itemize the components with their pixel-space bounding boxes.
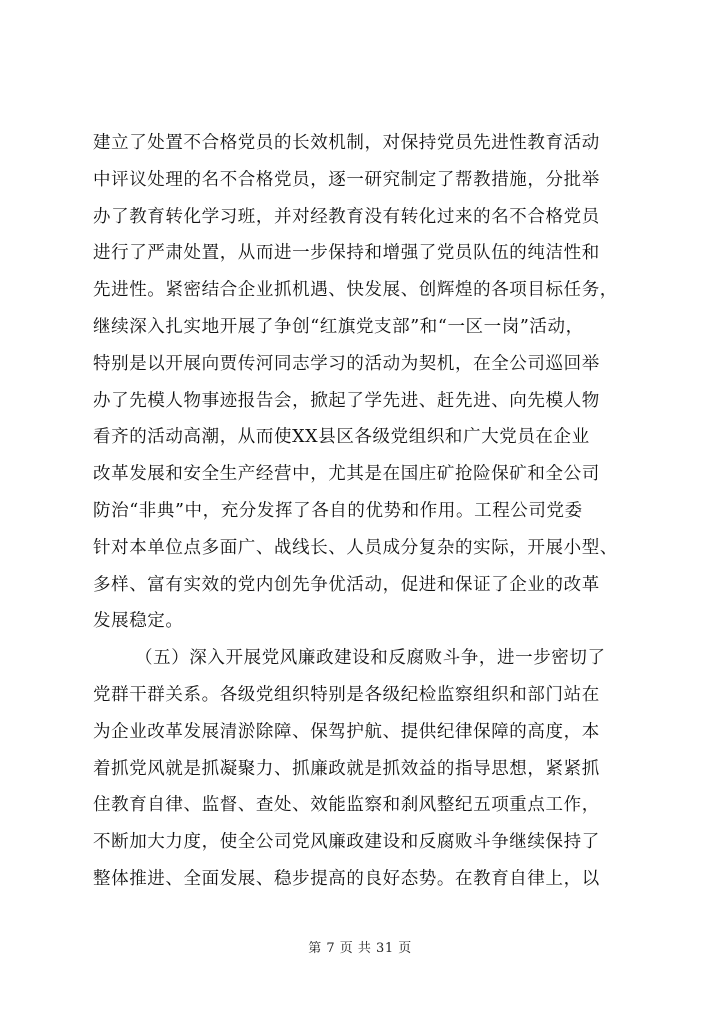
text-line: 建立了处置不合格党员的长效机制，对保持党员先进性教育活动 <box>93 133 600 153</box>
text-line: 先进性。紧密结合企业抓机遇、快发展、创辉煌的各项目标任务， <box>93 280 618 301</box>
text-line: 特别是以开展向贾传河同志学习的活动为契机，在全公司巡回举 <box>93 353 600 374</box>
text-line: 整体推进、全面发展、稳步提高的良好态势。在教育自律上，以 <box>93 868 600 889</box>
text-line: 多样、富有实效的党内创先争优活动，促进和保证了企业的改革 <box>93 574 600 595</box>
page-number-footer: 第 7 页 共 31 页 <box>308 941 412 956</box>
text-line: 看齐的活动高潮，从而使XX县区各级党组织和广大党员在企业 <box>93 427 590 448</box>
text-line: 进行了严肃处置，从而进一步保持和增强了党员队伍的纯洁性和 <box>93 243 600 264</box>
text-line: 为企业改革发展清淤除障、保驾护航、提供纪律保障的高度，本 <box>93 721 600 742</box>
text-line: 着抓党风就是抓凝聚力、抓廉政就是抓效益的指导思想，紧紧抓 <box>93 758 600 779</box>
text-line: 不断加大力度，使全公司党风廉政建设和反腐败斗争继续保持了 <box>93 832 600 853</box>
text-line: 发展稳定。 <box>93 611 184 632</box>
text-line: 办了教育转化学习班，并对经教育没有转化过来的名不合格党员 <box>93 206 600 227</box>
body-text <box>93 125 663 898</box>
text-line: 办了先模人物事迹报告会，掀起了学先进、赶先进、向先模人物 <box>93 390 600 411</box>
text-line: 中评议处理的名不合格党员，逐一研究制定了帮教措施，分批举 <box>93 169 600 190</box>
text-line: 防治“非典”中，充分发挥了各自的优势和作用。工程公司党委 <box>93 500 583 521</box>
text-line: 住教育自律、监督、查处、效能监察和刹风整纪五项重点工作， <box>93 795 600 816</box>
section-heading-line: （五）深入开展党风廉政建设和反腐败斗争，进一步密切了 <box>135 648 606 669</box>
text-line: 继续深入扎实地开展了争创“红旗党支部”和“一区一岗”活动， <box>93 316 584 337</box>
text-line: 改革发展和安全生产经营中，尤其是在国庄矿抢险保矿和全公司 <box>93 464 600 485</box>
text-line: 党群干群关系。各级党组织特别是各级纪检监察组织和部门站在 <box>93 684 600 705</box>
text-line: 针对本单位点多面广、战线长、人员成分复杂的实际，开展小型、 <box>93 537 618 558</box>
